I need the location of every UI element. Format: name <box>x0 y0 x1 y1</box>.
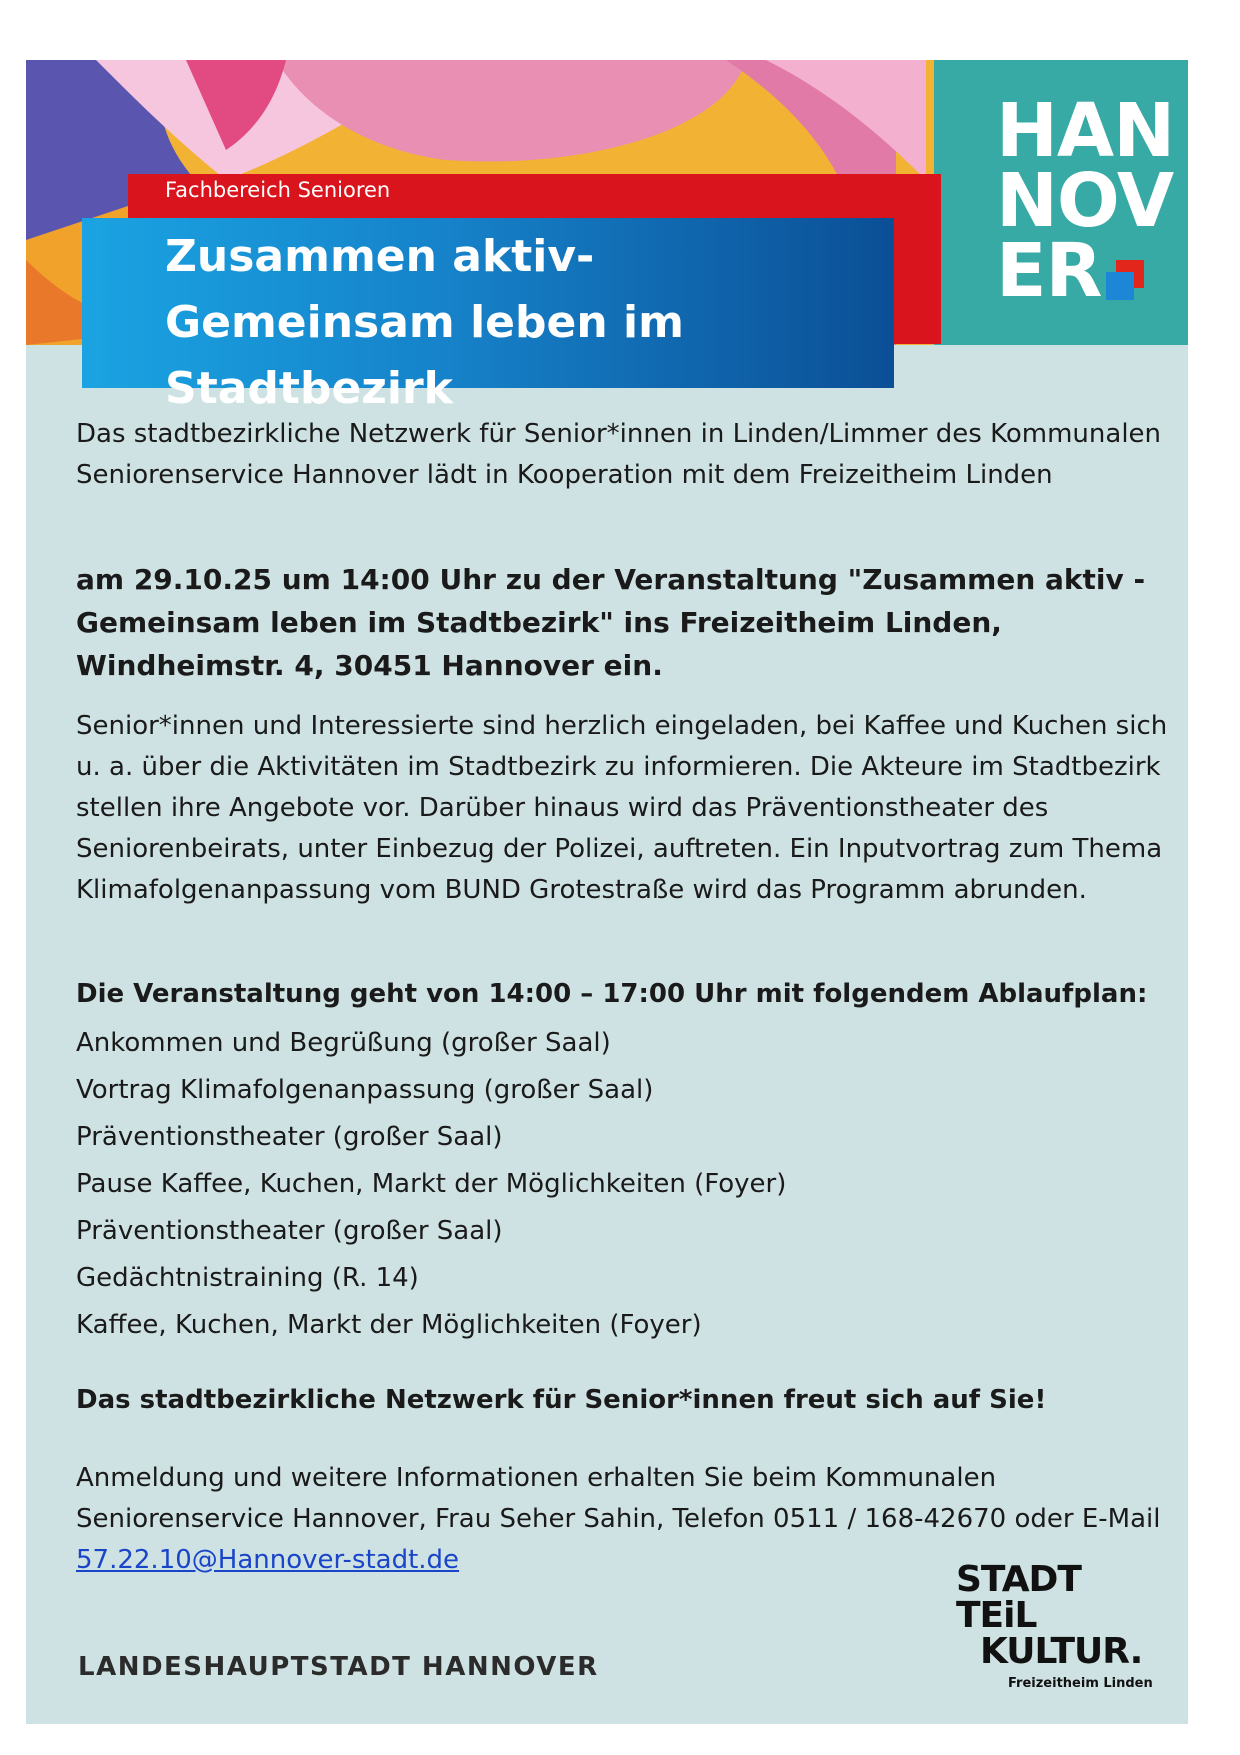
email-link[interactable]: 57.22.10@Hannover-stadt.de <box>76 1545 460 1575</box>
flyer-sheet <box>26 60 1188 1724</box>
department-label: Fachbereich Senioren <box>165 178 391 202</box>
intro-paragraph: Das stadtbezirkliche Netzwerk für Senior*innen in Linden/Limmer des Kommunalen Seniorenservice Hannover lädt in Kooperation mit dem Freizeitheim Linden <box>76 419 1162 490</box>
event-paragraph: am 29.10.25 um 14:00 Uhr zu der Veranstaltung "Zusammen aktiv - Gemeinsam leben im Stadtbezirk" ins Freizeitheim Linden, Windheimstr. 4, 30451 Hannover ein. <box>76 563 1146 682</box>
list-item: Pause Kaffee, Kuchen, Markt der Möglichkeiten (Foyer) <box>76 1169 787 1199</box>
plan-heading: Die Veranstaltung geht von 14:00 – 17:00 Uhr mit folgendem Ablaufplan: <box>76 979 1148 1009</box>
contact-text: Anmeldung und weitere Informationen erhalten Sie beim Kommunalen Seniorenservice Hannover, Frau Seher Sahin, Telefon 0511 / 168-42670 oder E-Mail <box>76 1463 1161 1534</box>
page-title: Zusammen aktiv- Gemeinsam leben im Stadtbezirk <box>165 231 684 414</box>
list-item: Vortrag Klimafolgenanpassung (großer Saal) <box>76 1075 654 1105</box>
list-item: Kaffee, Kuchen, Markt der Möglichkeiten (Foyer) <box>76 1310 702 1340</box>
hannover-logo: HAN NOV ER <box>996 88 1175 314</box>
list-item: Ankommen und Begrüßung (großer Saal) <box>76 1028 611 1058</box>
schedule-list <box>76 1020 786 1349</box>
closing-line: Das stadtbezirkliche Netzwerk für Senior*innen freut sich auf Sie! <box>76 1385 1047 1415</box>
list-item: Präventionstheater (großer Saal) <box>76 1216 503 1246</box>
stadtteilkultur-logo: STADT TEiL KULTUR. Freizeitheim Linden <box>956 1562 1176 1712</box>
list-item: Präventionstheater (großer Saal) <box>76 1122 503 1152</box>
city-wordmark: LANDESHAUPTSTADT HANNOVER <box>78 1652 599 1682</box>
logo-subtitle: Freizeitheim Linden <box>1008 1676 1153 1691</box>
list-item: Gedächtnistraining (R. 14) <box>76 1263 419 1293</box>
description-paragraph: Senior*innen und Interessierte sind herzlich eingeladen, bei Kaffee und Kuchen sich u. a. über die Aktivitäten im Stadtbezirk zu informieren. Die Akteure im Stadtbezirk stellen ihre Angebote vor. Darüber hinaus wird das Präventionstheater des Seniorenbeirats, unter Einbezug der Polizei, auftreten. Ein Inputvortrag zum Thema Klimafolgenanpassung vom BUND Grotestraße wird das Programm abrunden. <box>76 711 1168 905</box>
logo-square-blue <box>1106 272 1134 300</box>
